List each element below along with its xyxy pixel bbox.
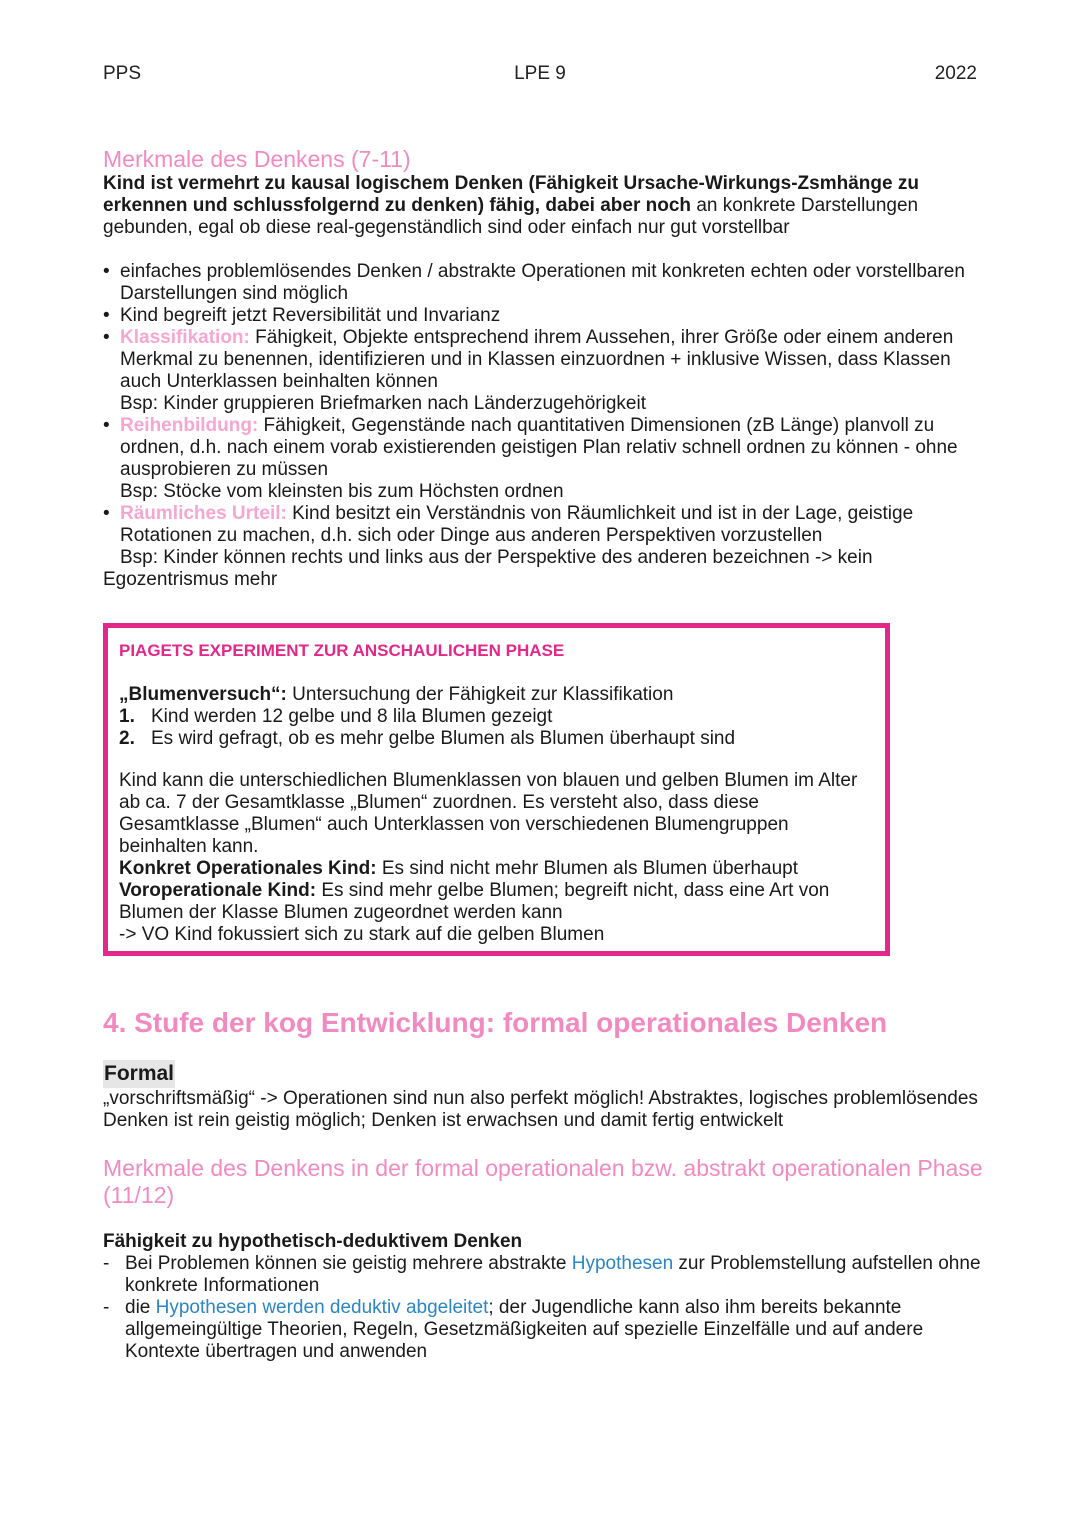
experiment-step: 1. Kind werden 12 gelbe und 8 lila Blumen gezeigt xyxy=(119,706,553,727)
dash-list xyxy=(103,1253,983,1363)
result-concrete: Konkret Operationales Kind: Es sind nicht mehr Blumen als Blumen überhaupt xyxy=(119,858,798,879)
list-item: - Bei Problemen können sie geistig mehrere abstrakte Hypothesen zur Problemstellung aufstellen ohne konkrete Informationen xyxy=(103,1253,981,1296)
term-label: Klassifikation: xyxy=(120,327,250,348)
header-center: LPE 9 xyxy=(514,63,566,84)
experiment-box xyxy=(103,623,890,956)
experiment-step: 2. Es wird gefragt, ob es mehr gelbe Blumen als Blumen überhaupt sind xyxy=(119,728,736,749)
section-heading: Merkmale des Denkens in der formal operationalen bzw. abstrakt operationalen Phase (11/12) xyxy=(103,1155,983,1208)
experiment-paragraph: Kind kann die unterschiedlichen Blumenklassen von blauen und gelben Blumen im Alter ab ca. 7 der Gesamtklasse „Blumen“ zuordnen. Es versteht also, dass diese Gesamtklasse „Blumen“ auch Unterklassen von verschiedenen Blumengruppen beinhalten kann. xyxy=(119,770,858,857)
section-intro xyxy=(103,173,983,239)
list-item: • Klassifikation: Fähigkeit, Objekte entsprechend ihrem Aussehen, ihrer Größe oder einem anderen Merkmal zu benennen, identifizieren und in Klassen einzuordnen + inklusive Wissen, dass Klassen auch Unterklassen beinhalten können Bsp: Kinder gruppieren Briefmarken nach Länderzugehörigkeit xyxy=(103,327,954,414)
section-heading: Merkmale des Denkens (7-11) xyxy=(103,146,411,172)
section-concrete-operational xyxy=(103,146,983,591)
list-item: • Kind begreift jetzt Reversibilität und Invarianz xyxy=(103,305,501,326)
list-item: - die Hypothesen werden deduktiv abgeleitet; der Jugendliche kann also ihm bereits bekannte allgemeingültige Theorien, Regeln, Gesetzmäßigkeiten auf spezielle Einzelfälle und auf andere Kontexte übertragen und anwenden xyxy=(103,1297,924,1362)
header-left: PPS xyxy=(103,63,142,84)
term-label: Räumliches Urteil: xyxy=(120,503,287,524)
section-formal-operational xyxy=(103,1060,983,1363)
conclusion: -> VO Kind fokussiert sich zu stark auf die gelben Blumen xyxy=(119,924,605,945)
stage-heading: 4. Stufe der kog Entwicklung: formal operationales Denken xyxy=(103,1007,888,1038)
list-item: • Reihenbildung: Fähigkeit, Gegenstände nach quantitativen Dimensionen (zB Länge) planvoll zu ordnen, d.h. nach einem vorab existierenden geistigen Plan relativ schnell ordnen zu können - ohne ausprobieren zu müssen Bsp: Stöcke vom kleinsten bis zum Höchsten ordnen xyxy=(103,415,958,502)
intro-bold: Kind ist vermehrt zu kausal logischem Denken (Fähigkeit Ursache-Wirkungs-Zsmhänge zu erkennen und schlussfolgernd zu denken) fähig, dabei aber noch xyxy=(103,173,919,216)
formal-label: Formal xyxy=(103,1060,175,1088)
list-item: • einfaches problemlösendes Denken / abstrakte Operationen mit konkreten echten oder vorstellbaren Darstellungen sind möglich xyxy=(103,261,965,304)
formal-definition: „vorschriftsmäßig“ -> Operationen sind nun also perfekt möglich! Abstraktes, logisches problemlösendes Denken ist rein geistig möglich; Denken ist erwachsen und damit fertig entwickelt xyxy=(103,1088,978,1131)
list-item: • Räumliches Urteil: Kind besitzt ein Verständnis von Räumlichkeit und ist in der Lage, geistige Rotationen zu machen, d.h. sich oder Dinge aus anderen Perspektiven vorzustellen Bsp: Kinder können rechts und links aus der Perspektive des anderen bezeichnen -> kein xyxy=(103,503,914,568)
result-preoperational: Voroperationale Kind: Es sind mehr gelbe Blumen; begreift nicht, dass eine Art von Blumen der Klasse Blumen zugeordnet werden kann xyxy=(119,880,830,923)
example: Bsp: Stöcke vom kleinsten bis zum Höchsten ordnen xyxy=(120,481,564,502)
example: Bsp: Kinder gruppieren Briefmarken nach Länderzugehörigkeit xyxy=(120,393,646,414)
subheading: Fähigkeit zu hypothetisch-deduktivem Denken xyxy=(103,1231,523,1252)
example: Bsp: Kinder können rechts und links aus der Perspektive des anderen bezeichnen -> kein xyxy=(120,547,873,568)
experiment-name: „Blumenversuch“: Untersuchung der Fähigkeit zur Klassifikation xyxy=(119,684,674,705)
list-tail: Egozentrismus mehr xyxy=(103,569,278,590)
box-title: PIAGETS EXPERIMENT ZUR ANSCHAULICHEN PHASE xyxy=(119,641,565,660)
term-label: Reihenbildung: xyxy=(120,415,259,436)
header-right: 2022 xyxy=(934,63,977,84)
deduktiv-link[interactable]: Hypothesen werden deduktiv abgeleitet xyxy=(155,1297,489,1318)
feature-list xyxy=(103,261,983,569)
intro-rest: an konkrete Darstellungen gebunden, egal ob diese real-gegenständlich sind oder einfach nur gut vorstellbar xyxy=(103,195,919,238)
hypothesen-link[interactable]: Hypothesen xyxy=(571,1253,674,1274)
